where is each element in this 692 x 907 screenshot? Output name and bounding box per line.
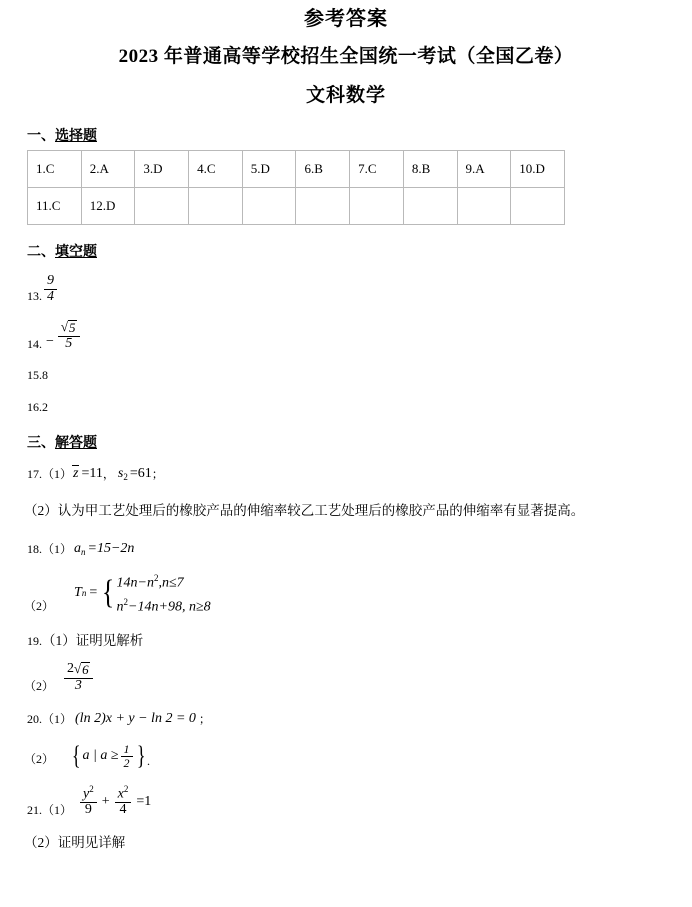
answer-13-label: 13.	[27, 289, 42, 304]
mean-symbol: z	[73, 466, 79, 481]
period: .	[147, 754, 151, 769]
answer-19-label: 19.	[27, 634, 42, 649]
answer-21-label: 21.	[27, 803, 42, 818]
fraction-9-over-4	[44, 274, 57, 304]
section-blank-label: 填空题	[55, 245, 97, 260]
choice-cell: 2.A	[81, 151, 135, 188]
coefficient: 2	[67, 661, 75, 677]
answer-17-part1	[27, 465, 692, 482]
choice-cell	[189, 188, 243, 225]
answer-21-part2-text: 证明见详解	[57, 835, 126, 851]
fraction-xsq-over-4	[115, 785, 132, 818]
choice-cell	[350, 188, 404, 225]
answer-13	[27, 274, 692, 304]
sequence-formula: =15−2n	[87, 541, 135, 556]
left-brace-icon: {	[71, 741, 81, 771]
sequence-index: n	[81, 547, 86, 557]
sum-symbol: T	[74, 584, 82, 600]
choice-cell: 1.C	[28, 151, 82, 188]
radical-symbol: √	[74, 661, 82, 677]
choice-cell	[242, 188, 296, 225]
semicolon: ；	[151, 467, 164, 481]
answer-17-label: 17.	[27, 467, 42, 481]
left-brace-icon: {	[102, 573, 115, 611]
sqrt-icon	[74, 662, 90, 678]
variance-equation: =61	[129, 466, 152, 481]
right-brace-icon: }	[136, 741, 146, 771]
fraction-numerator: 1	[121, 743, 133, 757]
set-condition: a | a ≥	[82, 748, 119, 764]
table-row	[28, 151, 565, 188]
ellipse-equation	[78, 785, 151, 818]
choice-cell	[296, 188, 350, 225]
choice-cell	[403, 188, 457, 225]
answer-20-label: 20.	[27, 711, 42, 726]
part-marker-1: （1）	[42, 633, 76, 649]
section-heading-choice	[27, 125, 692, 145]
answer-16-text: 16.2	[27, 400, 48, 414]
subject-title: 文科数学	[305, 85, 386, 106]
answer-20-part1	[27, 710, 692, 727]
minus-sign: −	[46, 334, 54, 349]
page-title: 参考答案	[304, 8, 388, 30]
choice-cell: 7.C	[350, 151, 404, 188]
fraction-sqrt5-over-5	[58, 320, 80, 352]
answer-21-part1	[27, 785, 692, 818]
fraction-numerator	[64, 662, 93, 679]
fraction-numerator: $y^2$	[80, 785, 97, 803]
part-marker-2: （2）	[24, 752, 55, 767]
part-marker-1: （1）	[42, 803, 73, 818]
fraction-denominator: 3	[74, 678, 82, 694]
variance-symbol: s	[117, 466, 124, 481]
part-marker-2: （2）	[24, 678, 55, 693]
fraction-numerator: 9	[44, 274, 57, 290]
answer-14	[27, 320, 692, 352]
answer-18-label: 18.	[27, 542, 42, 556]
fraction-ysq-over-9	[80, 785, 97, 818]
section-heading-solution	[27, 432, 692, 452]
choice-cell: 6.B	[296, 151, 350, 188]
answer-17-part2-text: 认为甲工艺处理后的橡胶产品的伸缩率较乙工艺处理后的橡胶产品的伸缩率有显著提高。	[57, 503, 585, 518]
answer-19-part1-text: 证明见解析	[75, 633, 144, 649]
fraction-numerator	[58, 320, 80, 337]
section-solution-label: 解答题	[55, 436, 97, 451]
fraction-1-over-2	[121, 743, 133, 769]
fraction-numerator: $x^2$	[115, 785, 132, 803]
choice-cell: 5.D	[242, 151, 296, 188]
table-row	[28, 188, 565, 225]
choice-cell: 9.A	[457, 151, 511, 188]
answer-15	[27, 366, 692, 384]
answer-19-part2	[24, 662, 692, 694]
choice-cell: 8.B	[403, 151, 457, 188]
fraction-denominator: 4	[119, 802, 127, 818]
fraction-denominator: 4	[47, 288, 54, 304]
part-marker-2: （2）	[24, 503, 58, 518]
part-marker-1: （1）	[42, 542, 73, 556]
answer-18-part2	[24, 569, 692, 616]
section-solution-prefix: 三、	[27, 436, 55, 451]
piecewise-function	[74, 569, 211, 616]
solution-set	[70, 743, 147, 769]
choice-cell	[457, 188, 511, 225]
case-2: $n^2-14n+98$, n≥8	[116, 596, 211, 615]
fraction-denominator: 9	[84, 802, 92, 818]
case-1: $14n-n^2,n\le 7$	[116, 573, 184, 591]
equals-sign: =	[89, 584, 98, 600]
radicand: 6	[82, 662, 89, 678]
fraction-denominator: 5	[65, 336, 73, 352]
equals-one: =1	[136, 793, 152, 809]
choice-cell: 10.D	[511, 151, 565, 188]
answer-14-label: 14.	[27, 337, 42, 351]
part-marker-2: （2）	[24, 599, 55, 614]
plus-sign: +	[101, 793, 110, 809]
choice-cell: 12.D	[81, 188, 135, 225]
sum-index: n	[81, 587, 87, 598]
answer-20-part2	[24, 743, 692, 769]
variance-exponent: 2	[123, 472, 128, 482]
answer-21-part2	[24, 834, 692, 852]
sqrt-icon	[61, 320, 77, 336]
exam-title: 2023 年普通高等学校招生全国统一考试（全国乙卷）	[118, 46, 574, 67]
answer-19-part1	[27, 632, 692, 650]
sequence-term-symbol: a	[74, 541, 82, 556]
section-choice-label: 选择题	[55, 129, 97, 144]
section-choice-prefix: 一、	[27, 129, 55, 144]
answer-17-part2	[24, 502, 692, 520]
mean-equation: =11	[81, 466, 103, 481]
radical-symbol: √	[60, 319, 69, 335]
tangent-line-equation: (ln 2)x + y − ln 2 = 0	[75, 710, 196, 726]
radicand: 5	[69, 320, 76, 336]
section-blank-prefix: 二、	[27, 245, 55, 260]
choice-cell: 4.C	[189, 151, 243, 188]
answer-16	[27, 398, 692, 416]
fraction-denominator: 2	[123, 755, 130, 770]
choice-cell: 3.D	[135, 151, 189, 188]
semicolon: ；	[198, 711, 211, 726]
answer-15-text: 15.8	[27, 368, 48, 382]
part-marker-1: （1）	[42, 467, 73, 481]
choice-cell: 11.C	[28, 188, 82, 225]
choice-cell	[511, 188, 565, 225]
section-heading-blank	[27, 241, 692, 261]
fraction-2sqrt6-over-3	[64, 662, 93, 694]
comma-separator: ，	[102, 467, 115, 481]
answer-18-part1	[27, 540, 692, 557]
part-marker-1: （1）	[42, 711, 73, 726]
choice-answer-table	[27, 150, 565, 225]
piecewise-cases	[117, 569, 211, 616]
choice-cell	[135, 188, 189, 225]
part-marker-2: （2）	[24, 835, 58, 851]
